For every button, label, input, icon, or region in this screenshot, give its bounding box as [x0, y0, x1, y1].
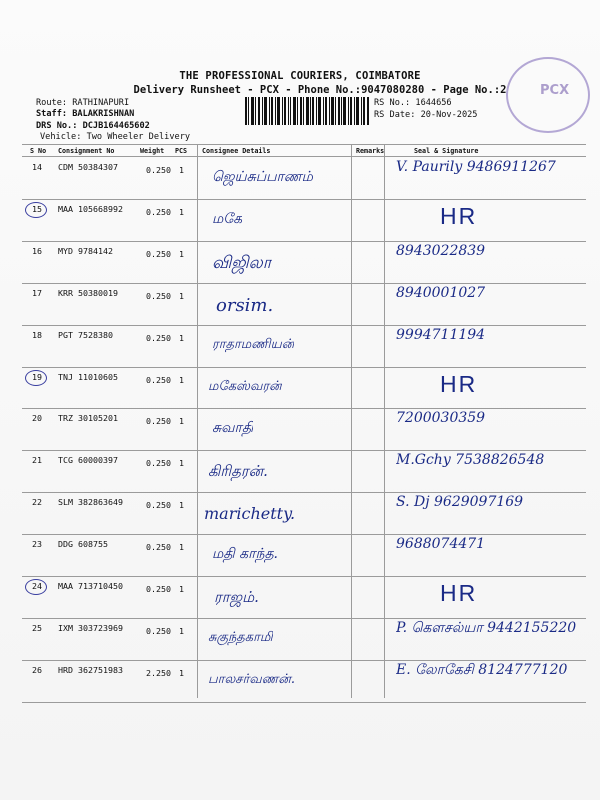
consignee-handwriting: பாலசர்வணன்.: [208, 671, 295, 687]
row-pcs: 1: [179, 332, 184, 343]
company-title: THE PROFESSIONAL COURIERS, COIMBATORE: [179, 70, 421, 82]
row-sno: 25: [32, 622, 42, 633]
row-weight: 0.250: [146, 625, 171, 636]
consignee-handwriting: மகேஸ்வரன்: [208, 378, 282, 394]
row-divider: [22, 367, 586, 368]
barcode: [245, 97, 370, 125]
signature-handwriting: 8943022839: [396, 242, 486, 259]
row-divider: [22, 492, 586, 493]
signature-handwriting: HR: [440, 580, 478, 606]
row-divider: [22, 283, 586, 284]
row-sno: 17: [32, 287, 42, 298]
row-pcs: 1: [179, 165, 184, 175]
row-pcs: 1: [179, 206, 184, 217]
row-weight: 0.250: [146, 374, 171, 385]
signature-handwriting: S. Dj 9629097169: [396, 494, 524, 511]
row-divider: [22, 618, 586, 619]
col-consignee: Consignee Details: [202, 147, 271, 155]
row-sno: 23: [32, 539, 42, 550]
consignee-handwriting: சுவாதி: [212, 420, 254, 437]
row-pcs: 1: [179, 416, 184, 427]
row-weight: 0.250: [146, 290, 171, 301]
row-pcs: 1: [179, 458, 184, 469]
row-sno: 14: [32, 162, 42, 172]
row-pcs: 1: [179, 625, 184, 636]
consignee-handwriting: orsim.: [216, 294, 274, 316]
row-weight: 0.250: [146, 458, 171, 469]
row-pcs: 1: [179, 248, 184, 259]
row-weight: 0.250: [146, 416, 171, 427]
row-sno: 18: [32, 329, 42, 340]
stamp-text: PCX: [540, 83, 570, 98]
row-consignment-no: CDM 50384307: [58, 162, 118, 172]
drs-label: DRS No.: DCJB164465602: [36, 121, 150, 131]
signature-handwriting: M.Gchy 7538826548: [396, 452, 545, 469]
consignee-handwriting: ஜெய்சுப்பாணம்: [212, 169, 313, 185]
col-consignment: Consignment No: [58, 147, 115, 155]
row-sno: 20: [32, 413, 42, 424]
row-consignment-no: MAA 105668992: [58, 203, 123, 214]
route-label: Route: RATHINAPURI: [36, 98, 130, 108]
col-remarks: Remarks: [356, 147, 385, 155]
row-sno: 19: [32, 371, 42, 382]
signature-handwriting: HR: [440, 370, 478, 397]
signature-handwriting: V. Paurily 9486911267: [396, 159, 556, 175]
row-pcs: 1: [179, 374, 184, 385]
row-consignment-no: PGT 7528380: [58, 329, 113, 340]
seal-col-divider: [384, 144, 385, 698]
table-header-border: [22, 156, 586, 157]
col-sno: S No: [30, 147, 47, 155]
row-weight: 0.250: [146, 332, 171, 343]
row-pcs: 1: [179, 500, 184, 511]
row-sno: 24: [32, 581, 42, 591]
row-divider: [22, 199, 586, 200]
rs-date: RS Date: 20-Nov-2025: [374, 110, 478, 120]
row-consignment-no: TCG 60000397: [58, 455, 118, 466]
row-pcs: 1: [179, 667, 184, 678]
rs-number: RS No.: 1644656: [374, 98, 452, 108]
row-weight: 0.250: [146, 542, 171, 553]
row-weight: 0.250: [146, 500, 171, 511]
row-consignment-no: DDG 608755: [58, 539, 108, 550]
row-consignment-no: KRR 50380019: [58, 287, 118, 298]
signature-handwriting: P. கௌசல்யா 9442155220: [396, 619, 577, 636]
table-top-border: [22, 144, 586, 145]
vehicle-label: Vehicle: Two Wheeler Delivery: [40, 132, 191, 142]
signature-handwriting: 7200030359: [396, 410, 486, 427]
consignee-handwriting: மதி காந்த.: [212, 546, 279, 563]
consignee-handwriting: marichetty.: [204, 504, 296, 524]
row-consignment-no: TRZ 30105201: [58, 413, 118, 424]
consignee-handwriting: மகே: [212, 210, 243, 227]
consignee-handwriting: கிரிதரன்.: [208, 462, 268, 481]
signature-handwriting: 9994711194: [396, 326, 486, 343]
row-divider: [22, 660, 586, 661]
consignee-handwriting: ராதாமணியன்: [212, 336, 295, 352]
consignee-col-divider: [197, 144, 198, 698]
runsheet-subtitle: Delivery Runsheet - PCX - Phone No.:9047080280 - Page No.:2: [133, 84, 507, 96]
row-pcs: 1: [179, 584, 184, 594]
col-pcs: PCS: [175, 147, 188, 155]
table-bottom-border: [22, 702, 586, 703]
row-divider: [22, 241, 586, 242]
signature-handwriting: HR: [440, 202, 478, 229]
remarks-col-divider: [351, 144, 352, 698]
row-consignment-no: TNJ 11010605: [58, 371, 118, 382]
signature-handwriting: 8940001027: [396, 284, 486, 301]
row-consignment-no: IXM 303723969: [58, 622, 123, 633]
row-divider: [22, 408, 586, 409]
row-weight: 0.250: [146, 584, 171, 594]
row-weight: 0.250: [146, 248, 171, 259]
row-divider: [22, 534, 586, 535]
signature-handwriting: 9688074471: [396, 536, 486, 553]
staff-label: Staff: BALAKRISHNAN: [36, 109, 135, 119]
row-divider: [22, 450, 586, 451]
row-sno: 16: [32, 245, 42, 256]
row-sno: 21: [32, 455, 42, 466]
signature-handwriting: E. லோகேசி 8124777120: [396, 661, 568, 678]
row-sno: 15: [32, 203, 42, 214]
consignee-handwriting: சுகுந்தகாமி: [208, 629, 273, 645]
col-weight: Weight: [140, 147, 165, 155]
row-consignment-no: MAA 713710450: [58, 581, 123, 591]
row-pcs: 1: [179, 542, 184, 553]
consignee-handwriting: ராஜம்.: [214, 588, 259, 606]
row-weight: 0.250: [146, 165, 171, 175]
row-pcs: 1: [179, 290, 184, 301]
row-weight: 2.250: [146, 667, 171, 678]
row-consignment-no: SLM 382863649: [58, 497, 123, 508]
consignee-handwriting: விஜிலா: [212, 252, 272, 273]
row-weight: 0.250: [146, 206, 171, 217]
row-divider: [22, 576, 586, 577]
row-consignment-no: HRD 362751983: [58, 664, 123, 675]
row-divider: [22, 325, 586, 326]
row-consignment-no: MYD 9784142: [58, 245, 113, 256]
row-sno: 26: [32, 664, 42, 675]
col-seal: Seal & Signature: [414, 147, 479, 155]
row-sno: 22: [32, 497, 42, 508]
